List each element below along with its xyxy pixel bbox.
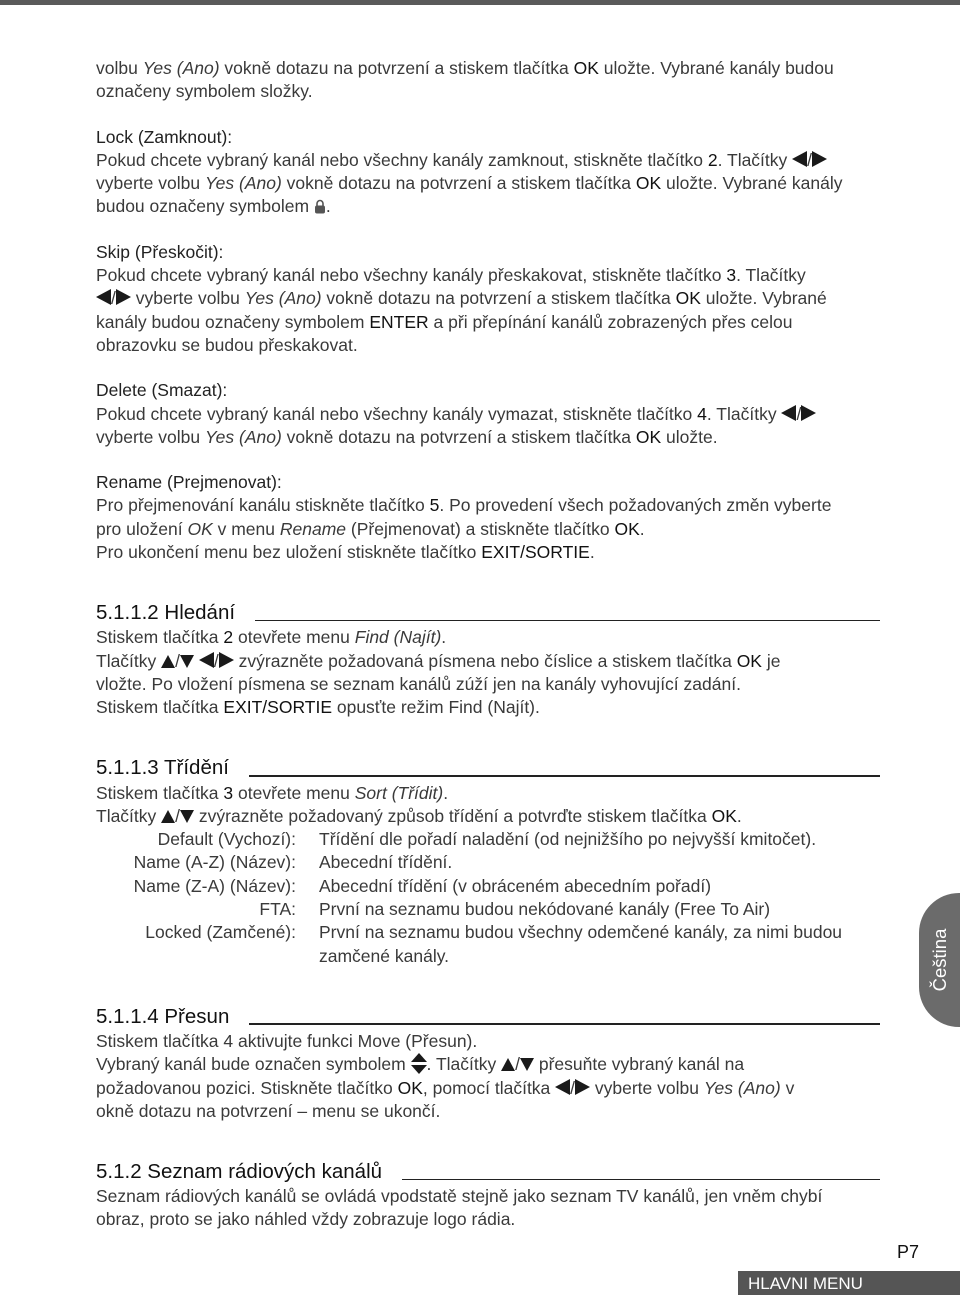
find-paragraph: Stiskem tlačítka 2 otevřete menu Find (Najít). Tlačítky / / zvýrazněte požadovaná písmena nebo číslice a stiskem tlačítka OK je vložte. Po vložení písmena se seznam kanálů zúží jen na kanály vyhovující zadání. Stiskem tlačítka EXIT/SORTIE opusťte režim Find (Najít). <box>96 627 781 718</box>
text: budou označeny symbolem <box>96 196 314 217</box>
text: . Po provedení všech požadovaných změn vyberte <box>439 495 832 516</box>
text: uložte. <box>661 426 718 447</box>
text: označeny symbolem složky. <box>96 81 313 102</box>
language-tab-label: Čeština <box>928 928 950 992</box>
sort-options-table <box>96 828 886 968</box>
text: je <box>761 650 781 671</box>
rename-menu: Rename <box>279 518 347 539</box>
radio-heading <box>96 1157 886 1183</box>
text: vyberte volbu <box>130 288 245 309</box>
text: opusťte režim Find (Najít). <box>332 697 540 718</box>
arrow-left-icon <box>792 151 807 167</box>
delete-title: Delete (Smazat): <box>96 380 228 401</box>
text: požadovanou pozici. Stiskněte tlačítko <box>96 1077 398 1098</box>
exit-key: EXIT/SORTIE <box>481 542 590 563</box>
text: vokně dotazu na potvrzení a stiskem tlačítka <box>321 288 676 309</box>
key-2: 2 <box>223 627 234 648</box>
yes-option: Yes (Ano) <box>142 58 220 78</box>
rename-paragraph <box>96 494 886 564</box>
ok-key: OK <box>711 805 737 826</box>
arrow-up-icon <box>501 1058 515 1071</box>
ok-key: OK <box>397 1077 423 1098</box>
text: , pomocí tlačítka <box>422 1077 556 1098</box>
rename-title: Rename (Prejmenovat): <box>96 472 282 493</box>
text: Pokud chcete vybraný kanál nebo všechny kanály zamknout, stiskněte tlačítko <box>96 149 708 170</box>
enter-key: ENTER <box>369 311 429 332</box>
top-rule <box>0 0 960 5</box>
sort-option-term: Locked (Zamčené): <box>145 922 296 943</box>
text: Tlačítky <box>96 650 162 671</box>
text: . Tlačítky <box>736 265 806 286</box>
arrow-down-icon <box>520 1058 534 1071</box>
footer-label: HLAVNI MENU <box>748 1274 863 1293</box>
text: . Tlačítky <box>426 1054 502 1075</box>
heading-rule <box>249 775 880 777</box>
arrow-right-icon <box>575 1079 590 1095</box>
sort-menu: Sort (Třídit) <box>354 782 444 803</box>
text: Pokud chcete vybraný kanál nebo všechny kanály vymazat, stiskněte tlačítko <box>96 403 698 424</box>
sort-option-desc: První na seznamu budou nekódované kanály (Free To Air) <box>319 899 771 920</box>
arrow-left-icon <box>555 1079 570 1095</box>
text: kanály budou označeny symbolem <box>96 311 370 332</box>
ok-key: OK <box>614 518 640 539</box>
ok-key: OK <box>635 426 662 447</box>
key-3: 3 <box>223 782 234 803</box>
move-title: 5.1.1.4 Přesun <box>96 1004 230 1028</box>
skip-title: Skip (Přeskočit): <box>96 241 224 262</box>
text: Stiskem tlačítka <box>96 782 224 803</box>
text: obraz, proto se jako náhled vždy zobrazuje logo rádia. <box>96 1209 516 1230</box>
lock-paragraph: Pokud chcete vybraný kanál nebo všechny kanály zamknout, stiskněte tlačítko 2. Tlačítky / vyberte volbu Yes (Ano) vokně dotazu na potvrzení a stiskem tlačítka OK uložte. Vybrané kanály budou označeny symbolem . <box>96 149 843 217</box>
yes-option: Yes (Ano) <box>703 1077 781 1098</box>
text: . Tlačítky <box>706 403 782 424</box>
text: zvýrazněte požadovaná písmena nebo číslice a stiskem tlačítka <box>233 650 737 671</box>
sort-option-desc: Třídění dle pořadí naladění (od nejnižšího po nejvyšší kmitočet). <box>319 829 817 850</box>
lock-title: Lock (Zamknout): <box>96 126 233 147</box>
key-2: 2 <box>707 149 718 170</box>
ok-key: OK <box>675 288 701 309</box>
text: . <box>325 196 331 217</box>
footer-bar <box>738 1271 960 1295</box>
text: přesuňte vybraný kanál na <box>533 1054 745 1075</box>
text: . Tlačítky <box>717 149 793 170</box>
text: vokně dotazu na potvrzení a stiskem tlačítka <box>281 426 636 447</box>
text: Tlačítky <box>96 805 162 826</box>
text: Vybraný kanál bude označen symbolem <box>96 1054 411 1075</box>
find-title: 5.1.1.2 Hledání <box>96 601 236 625</box>
text: vokně dotazu na potvrzení a stiskem tlačítka <box>219 58 574 78</box>
arrow-down-icon <box>180 655 194 668</box>
text: uložte. Vybrané kanály <box>661 173 843 194</box>
move-heading <box>96 1002 886 1028</box>
arrow-left-icon <box>199 652 214 668</box>
skip-paragraph: Pokud chcete vybraný kanál nebo všechny kanály přeskakovat, stiskněte tlačítko 3. Tlačítky / vyberte volbu Yes (Ano) vokně dotazu na potvrzení a stiskem tlačítka OK uložte. Vybrané kanály budou označeny symbolem ENTER a při přepínání kanálů zobrazených přes celou obrazovku se budou přeskakovat. <box>96 265 827 355</box>
text: vyberte volbu <box>590 1077 704 1098</box>
text: v menu <box>212 518 280 539</box>
text: . <box>639 518 645 539</box>
text: vokně dotazu na potvrzení a stiskem tlačítka <box>281 173 636 194</box>
text: . <box>443 782 449 803</box>
sort-option-term: Name (A-Z) (Název): <box>133 852 296 873</box>
text: obrazovku se budou přeskakovat. <box>96 334 358 355</box>
delete-paragraph: Pokud chcete vybraný kanál nebo všechny kanály vymazat, stiskněte tlačítko 4. Tlačítky / vyberte volbu Yes (Ano) vokně dotazu na potvrzení a stiskem tlačítka OK uložte. <box>96 403 886 450</box>
text: (Přejmenovat) a stiskněte tlačítko <box>346 518 615 539</box>
key-3: 3 <box>726 265 737 286</box>
arrow-right-icon <box>219 652 234 668</box>
text: a při přepínání kanálů zobrazených přes celou <box>428 311 793 332</box>
text: vyberte volbu <box>96 173 205 194</box>
exit-key: EXIT/SORTIE <box>223 697 332 718</box>
heading-rule <box>402 1179 880 1181</box>
pending-paragraph <box>96 57 886 104</box>
sort-option-desc: První na seznamu budou všechny odemčené kanály, za nimi budou zamčené kanály. <box>319 922 843 966</box>
sort-title: 5.1.1.3 Třídění <box>96 756 229 780</box>
text: otevřete menu <box>233 627 355 648</box>
arrow-left-icon <box>96 289 111 305</box>
ok-key: OK <box>573 58 599 78</box>
sort-paragraph: Stiskem tlačítka 3 otevřete menu Sort (Třídit). Tlačítky / zvýrazněte požadovaný způsob třídění a potvrďte stiskem tlačítka OK. <box>96 782 742 826</box>
text: Stiskem tlačítka <box>96 627 224 648</box>
ok-key: OK <box>736 650 762 671</box>
text: otevřete menu <box>233 782 355 803</box>
move-icon <box>411 1053 427 1074</box>
arrow-right-icon <box>801 405 816 421</box>
heading-rule <box>255 620 880 622</box>
sort-option-term: Name (Z-A) (Název): <box>133 875 296 896</box>
sort-option-desc: Abecední třídění (v obráceném abecedním pořadí) <box>319 875 712 896</box>
sort-heading <box>96 754 886 780</box>
text: vyberte volbu <box>96 426 205 447</box>
arrow-up-icon <box>161 810 175 823</box>
yes-option: Yes (Ano) <box>244 288 322 309</box>
text: volbu <box>96 58 143 78</box>
move-paragraph: Stiskem tlačítka 4 aktivujte funkci Move (Přesun). Vybraný kanál bude označen symbolem . Tlačítky / přesuňte vybraný kanál na požadovanou pozici. Stiskněte tlačítko OK, pomocí tlačítka / vyberte volbu Yes (Ano) v okně dotazu na potvrzení – menu se ukončí. <box>96 1030 795 1121</box>
yes-option: Yes (Ano) <box>204 426 282 447</box>
arrow-up-icon <box>161 655 175 668</box>
sort-option-term: Default (Vychozí): <box>157 829 296 850</box>
text: . <box>589 542 595 563</box>
key-5: 5 <box>429 495 440 516</box>
text: Stiskem tlačítka <box>96 697 224 718</box>
lock-icon <box>314 197 326 212</box>
text: Pro přejmenování kanálu stiskněte tlačítko <box>96 495 430 516</box>
page-number: P7 <box>897 1242 920 1262</box>
text: Stiskem tlačítka 4 aktivujte funkci Move (Přesun). <box>96 1030 478 1051</box>
radio-title: 5.1.2 Seznam rádiových kanálů <box>96 1159 383 1183</box>
text: Seznam rádiových kanálů se ovládá vpodstatě stejně jako seznam TV kanálů, jen vněm chybí <box>96 1186 823 1207</box>
yes-option: Yes (Ano) <box>204 173 282 194</box>
text: uložte. Vybrané <box>700 288 827 309</box>
find-heading <box>96 598 886 624</box>
text: Pokud chcete vybraný kanál nebo všechny kanály přeskakovat, stiskněte tlačítko <box>96 265 727 286</box>
sort-option-term: FTA: <box>259 899 296 920</box>
text: pro uložení <box>96 518 188 539</box>
arrow-left-icon <box>781 405 796 421</box>
text: . <box>441 627 447 648</box>
text: v <box>780 1077 795 1098</box>
find-menu: Find (Najít) <box>354 627 442 648</box>
sort-option-desc: Abecední třídění. <box>319 852 453 873</box>
text: vložte. Po vložení písmena se seznam kanálů zúží jen na kanály vyhovující zadání. <box>96 673 741 694</box>
arrow-down-icon <box>180 810 194 823</box>
ok-option: OK <box>187 518 213 539</box>
text: . <box>736 805 742 826</box>
key-4: 4 <box>697 403 707 424</box>
text: Pro ukončení menu bez uložení stiskněte tlačítko <box>96 542 482 563</box>
language-tab[interactable] <box>919 893 960 1027</box>
arrow-right-icon <box>116 289 131 305</box>
text: okně dotazu na potvrzení – menu se ukončí. <box>96 1100 441 1121</box>
page-content <box>96 57 886 1232</box>
ok-key: OK <box>635 173 662 194</box>
text: zvýrazněte požadovaný způsob třídění a potvrďte stiskem tlačítka <box>194 805 712 826</box>
radio-paragraph <box>96 1185 886 1232</box>
text: uložte. Vybrané kanály budou <box>598 58 834 78</box>
heading-rule <box>249 1023 880 1025</box>
arrow-right-icon <box>812 151 827 167</box>
